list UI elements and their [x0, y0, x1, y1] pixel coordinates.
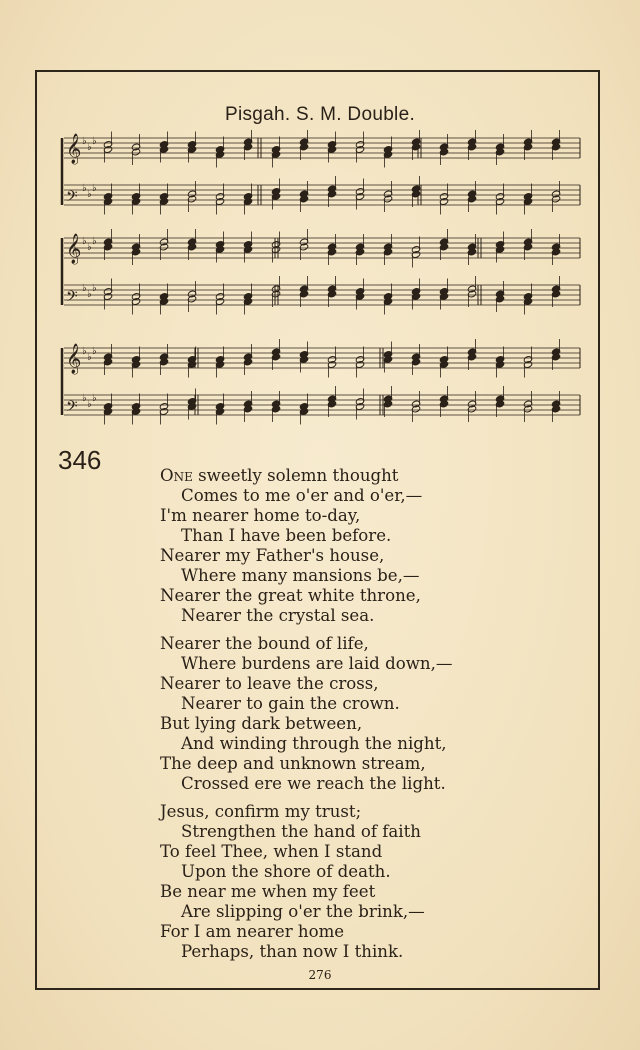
verse-line: The deep and unknown stream, — [160, 754, 426, 773]
flat-icon: ♭ — [92, 283, 97, 294]
flat-icon: ♭ — [87, 289, 92, 300]
flat-icon: ♭ — [82, 236, 87, 247]
verse-line: Where burdens are laid down,— — [181, 654, 453, 673]
verse-line: Nearer the great white throne, — [160, 586, 421, 605]
verse-line: Be near me when my feet — [160, 882, 376, 901]
verse-line: Comes to me o'er and o'er,— — [181, 486, 423, 505]
verse-line: But lying dark between, — [160, 714, 363, 733]
flat-icon: ♭ — [82, 136, 87, 147]
flat-icon: ♭ — [87, 352, 92, 363]
first-word: One — [160, 466, 193, 485]
verse-line: Nearer to leave the cross, — [160, 674, 379, 693]
stanza-1 — [160, 466, 422, 626]
flat-icon: ♭ — [82, 283, 87, 294]
treble-clef-icon: 𝄞 — [66, 134, 82, 164]
bass-clef-icon: 𝄢 — [66, 398, 78, 419]
verse-line: Are slipping o'er the brink,— — [181, 902, 425, 921]
treble-clef-icon: 𝄞 — [66, 234, 82, 264]
verse-line: Strengthen the hand of faith — [181, 822, 421, 841]
bass-clef-icon: 𝄢 — [66, 188, 78, 209]
verse-line: Where many mansions be,— — [181, 566, 420, 585]
verse-line: To feel Thee, when I stand — [160, 842, 383, 861]
flat-icon: ♭ — [92, 183, 97, 194]
music-score — [60, 130, 590, 440]
stanza-3 — [160, 802, 425, 962]
verse-line: One sweetly solemn thought — [160, 466, 399, 485]
hymn-number: 346 — [58, 445, 102, 475]
flat-icon: ♭ — [82, 346, 87, 357]
bass-clef-icon: 𝄢 — [66, 288, 78, 309]
page-number: 276 — [308, 968, 332, 982]
stanza-2 — [160, 634, 452, 794]
flat-icon: ♭ — [82, 183, 87, 194]
verse-line: Nearer my Father's house, — [160, 546, 385, 565]
verse-line: For I am nearer home — [160, 922, 345, 941]
flat-icon: ♭ — [87, 142, 92, 153]
verse-line: Nearer the bound of life, — [160, 634, 369, 653]
flat-icon: ♭ — [87, 189, 92, 200]
verse-line: Than I have been before. — [181, 526, 392, 545]
verse-line: Upon the shore of death. — [181, 862, 391, 881]
tune-title: Pisgah. S. M. Double. — [224, 104, 416, 125]
flat-icon: ♭ — [82, 393, 87, 404]
verse-line: I'm nearer home to-day, — [160, 506, 361, 525]
flat-icon: ♭ — [87, 399, 92, 410]
verse-line: Jesus, confirm my trust; — [160, 802, 362, 821]
verse-line: Crossed ere we reach the light. — [181, 774, 446, 793]
flat-icon: ♭ — [92, 136, 97, 147]
verse-line: Nearer to gain the crown. — [181, 694, 400, 713]
flat-icon: ♭ — [87, 242, 92, 253]
flat-icon: ♭ — [92, 393, 97, 404]
flat-icon: ♭ — [92, 346, 97, 357]
verse-line: Perhaps, than now I think. — [181, 942, 404, 961]
flat-icon: ♭ — [92, 236, 97, 247]
verse-line: And winding through the night, — [181, 734, 447, 753]
verse-line: Nearer the crystal sea. — [181, 606, 375, 625]
treble-clef-icon: 𝄞 — [66, 344, 82, 374]
